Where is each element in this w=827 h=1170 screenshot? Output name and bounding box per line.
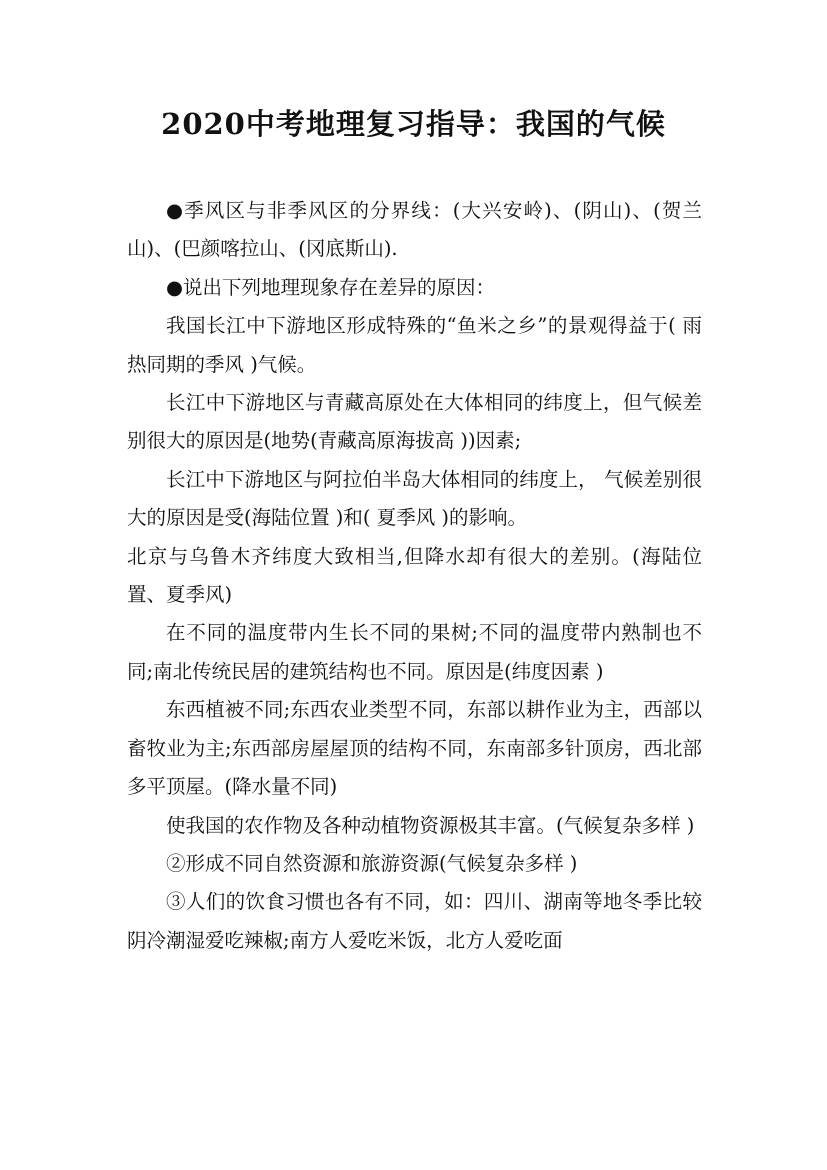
document-body (127, 192, 702, 960)
page-title: 2020中考地理复习指导：我国的气候 (161, 107, 666, 141)
paragraph-text: 说出下列地理现象存在差异的原因： (183, 275, 496, 299)
paragraph-arabian-peninsula: 长江中下游地区与阿拉伯半岛大体相同的纬度上， 气候差别很大的原因是受(海陆位置 )和( 夏季风 )的影响。 (127, 467, 702, 530)
bullet-icon: ● (166, 275, 184, 299)
paragraph-fish-rice: 我国长江中下游地区形成特殊的“鱼米之乡”的景观得益于( 雨热同期的季风 )气候。 (127, 314, 702, 376)
paragraph-temperature-zones: 在不同的温度带内生长不同的果树;不同的温度带内熟制也不同;南北传统民居的建筑结构也不同。原因是(纬度因素 ) (127, 621, 702, 683)
paragraph-east-west: 东西植被不同;东西农业类型不同，东部以耕作业为主，西部以畜牧业为主;东西部房屋屋顶的结构不同，东南部多针顶房，西北部多平顶屋。(降水量不同) (127, 698, 702, 799)
paragraph-tibet-plateau: 长江中下游地区与青藏高原处在大体相同的纬度上，但气候差别很大的原因是(地势(青藏高原海拔高 ))因素; (127, 391, 702, 453)
paragraph-causes-heading (127, 269, 702, 307)
paragraph-tourism: ②形成不同自然资源和旅游资源(气候复杂多样 ) (166, 851, 578, 875)
paragraph-resources: 使我国的农作物及各种动植物资源极其丰富。(气候复杂多样 ) (166, 813, 695, 837)
paragraph-monsoon-boundary (127, 192, 702, 269)
paragraph-beijing-urumqi: 北京与乌鲁木齐纬度大致相当,但降水却有很大的差别。(海陆位置、夏季风) (127, 544, 702, 607)
paragraph-text: 季风区与非季风区的分界线：(大兴安岭)、(阴山)、(贺兰山)、(巴颜喀拉山、(冈底斯山). (127, 199, 703, 261)
paragraph-diet: ③人们的饮食习惯也各有不同，如：四川、湖南等地冬季比较阴冷潮湿爱吃辣椒;南方人爱吃米饭，北方人爱吃面 (127, 890, 702, 952)
bullet-icon: ● (166, 199, 185, 222)
